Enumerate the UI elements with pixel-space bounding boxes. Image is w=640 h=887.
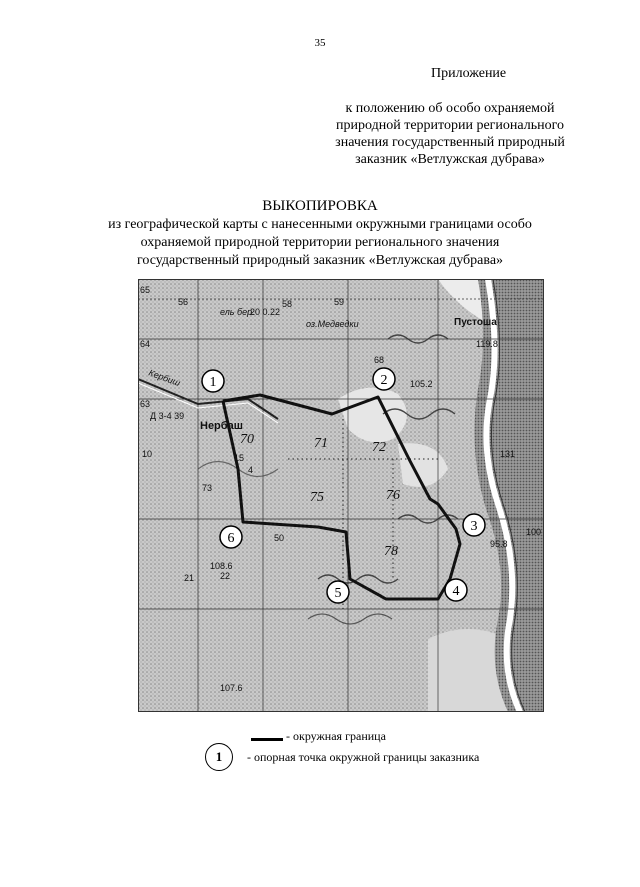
lake-label: оз.Медведки bbox=[306, 319, 359, 329]
reference-point-label: 6 bbox=[227, 531, 235, 546]
block-number: 78 bbox=[384, 544, 398, 559]
appendix-line: природной территории регионального bbox=[336, 118, 564, 133]
reference-point-label: 2 bbox=[380, 373, 388, 388]
boundary-line-symbol bbox=[251, 738, 283, 741]
reference-point-legend-label: - опорная точка окружной границы заказника bbox=[247, 750, 480, 764]
grid-number: 68 bbox=[374, 355, 385, 365]
block-number: 75 bbox=[310, 490, 324, 505]
map-extract bbox=[138, 279, 544, 712]
reference-point-label: 3 bbox=[470, 519, 478, 534]
page-number: 35 bbox=[314, 37, 326, 49]
grid-number: 58 bbox=[282, 299, 293, 309]
elevation-label: 95.8 bbox=[490, 539, 508, 549]
reference-point-4 bbox=[445, 579, 467, 601]
grid-number: 131 bbox=[500, 449, 516, 459]
appendix-title: Приложение bbox=[431, 66, 507, 81]
document-line: государственный природный заказник «Ветлужская дубрава» bbox=[136, 253, 504, 268]
forest-stand-label: 20 0.22 bbox=[250, 307, 281, 317]
grid-number: 21 bbox=[184, 573, 195, 583]
forest-species-label: ель бер. bbox=[220, 307, 255, 317]
village-label: Пустоша bbox=[454, 317, 497, 328]
document-line: охраняемой природной территории регионального значения bbox=[140, 235, 500, 250]
reference-point-label: 1 bbox=[209, 375, 217, 390]
elevation-label: 108.6 bbox=[210, 561, 233, 571]
document-title: ВЫКОПИРОВКА bbox=[262, 198, 378, 214]
document-line: из географической карты с нанесенными окружными границами особо bbox=[108, 217, 532, 232]
reference-point-5 bbox=[327, 581, 349, 603]
grid-number: 56 bbox=[178, 297, 189, 307]
reference-point-symbol: 1 bbox=[205, 743, 233, 771]
elevation-label: 119.8 bbox=[476, 339, 498, 349]
grid-number: 22 bbox=[220, 571, 231, 581]
grid-number: 63 bbox=[140, 399, 151, 409]
elevation-label: 107.6 bbox=[220, 683, 243, 693]
reference-point-label: 4 bbox=[452, 584, 460, 599]
grid-number: 65 bbox=[140, 285, 151, 295]
village-label: Нербаш bbox=[200, 420, 243, 432]
grid-number: 100 bbox=[526, 527, 542, 537]
grid-number: 10 bbox=[142, 449, 153, 459]
document-description bbox=[0, 216, 640, 270]
grid-number: 59 bbox=[334, 297, 345, 307]
grid-number: 73 bbox=[202, 483, 213, 493]
reference-point-3 bbox=[463, 514, 485, 536]
appendix-line: заказник «Ветлужская дубрава» bbox=[355, 152, 545, 167]
appendix-line: значения государственный природный bbox=[335, 135, 565, 150]
block-number: 72 bbox=[372, 440, 386, 455]
grid-number: 4 bbox=[248, 465, 254, 475]
block-number: 76 bbox=[386, 488, 400, 503]
reference-point-label: 5 bbox=[334, 586, 342, 601]
reference-point-6 bbox=[220, 526, 242, 548]
appendix-line: к положению об особо охраняемой bbox=[345, 101, 555, 116]
grid-number: 15 bbox=[234, 453, 245, 463]
appendix-subtitle bbox=[300, 100, 600, 168]
grid-number: 64 bbox=[140, 339, 151, 349]
boundary-legend-label: - окружная граница bbox=[286, 729, 386, 743]
river-label: Кербиш bbox=[147, 367, 182, 389]
block-number: 70 bbox=[240, 432, 254, 447]
block-number: 71 bbox=[314, 436, 328, 451]
map-canvas bbox=[138, 279, 544, 712]
forest-stand-label: Д 3-4 39 bbox=[150, 411, 185, 421]
reference-point-1 bbox=[202, 370, 224, 392]
grid-number: 50 bbox=[274, 533, 285, 543]
reference-point-2 bbox=[373, 368, 395, 390]
elevation-label: 105.2 bbox=[410, 379, 433, 389]
